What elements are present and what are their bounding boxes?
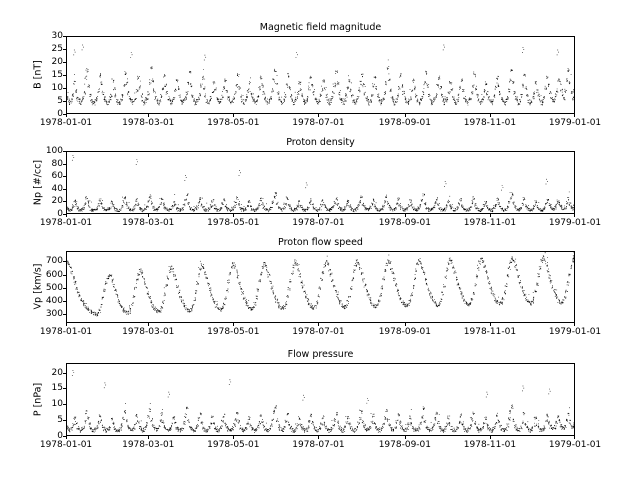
y-tick-mark bbox=[63, 275, 66, 276]
x-tick-mark bbox=[66, 214, 67, 217]
y-tick-label: 700 bbox=[45, 256, 63, 267]
y-tick-mark bbox=[63, 373, 66, 374]
x-tick-mark bbox=[574, 436, 575, 439]
x-tick-label: 1979-01-01 bbox=[548, 440, 602, 450]
plot-area bbox=[66, 36, 575, 114]
y-tick-label: 5 bbox=[57, 415, 63, 426]
scatter-series bbox=[67, 252, 574, 322]
x-tick-mark bbox=[405, 436, 406, 439]
x-tick-mark bbox=[233, 436, 234, 439]
x-tick-label: 1978-11-01 bbox=[463, 440, 517, 450]
panel-title: Proton flow speed bbox=[278, 237, 363, 248]
x-tick-label: 1978-01-01 bbox=[39, 327, 93, 337]
y-tick-mark bbox=[63, 164, 66, 165]
y-tick-label: 25 bbox=[51, 44, 63, 54]
scatter-series bbox=[67, 37, 574, 113]
x-tick-label: 1978-05-01 bbox=[207, 440, 260, 450]
y-tick-label: 0 bbox=[57, 209, 63, 219]
y-tick-label: 80 bbox=[51, 158, 63, 169]
x-tick-mark bbox=[574, 214, 575, 217]
scatter-series bbox=[67, 364, 574, 435]
x-tick-mark bbox=[490, 214, 491, 217]
x-tick-label: 1978-01-01 bbox=[39, 118, 93, 128]
y-tick-mark bbox=[63, 261, 66, 262]
y-tick-mark bbox=[63, 201, 66, 202]
y-tick-mark bbox=[63, 288, 66, 289]
x-tick-mark bbox=[66, 114, 67, 117]
y-axis-label: Vp [km/s] bbox=[32, 263, 44, 310]
x-tick-mark bbox=[318, 214, 319, 217]
x-tick-mark bbox=[318, 323, 319, 326]
y-tick-mark bbox=[63, 62, 66, 63]
y-tick-label: 400 bbox=[45, 295, 63, 306]
y-tick-mark bbox=[63, 49, 66, 50]
y-axis-label: Np [#/cc] bbox=[32, 159, 44, 205]
chart-panel-3 bbox=[32, 237, 602, 337]
x-tick-mark bbox=[233, 214, 234, 217]
y-tick-label: 600 bbox=[45, 269, 63, 280]
y-axis-label: P [nPa] bbox=[32, 382, 44, 416]
x-tick-mark bbox=[490, 323, 491, 326]
y-tick-mark bbox=[63, 151, 66, 152]
x-tick-mark bbox=[148, 436, 149, 439]
x-tick-label: 1978-03-01 bbox=[122, 118, 175, 128]
x-tick-label: 1978-07-01 bbox=[292, 327, 345, 337]
x-tick-mark bbox=[148, 323, 149, 326]
chart-panel-4 bbox=[32, 349, 602, 450]
y-tick-label: 300 bbox=[45, 308, 63, 319]
y-tick-label: 20 bbox=[51, 196, 63, 207]
x-tick-mark bbox=[233, 114, 234, 117]
y-tick-label: 10 bbox=[51, 399, 63, 410]
x-tick-label: 1978-11-01 bbox=[463, 218, 517, 228]
x-tick-mark bbox=[574, 323, 575, 326]
y-tick-mark bbox=[63, 189, 66, 190]
y-tick-label: 15 bbox=[51, 383, 63, 394]
y-tick-label: 40 bbox=[51, 183, 63, 194]
x-tick-mark bbox=[405, 214, 406, 217]
y-tick-mark bbox=[63, 75, 66, 76]
x-tick-label: 1978-05-01 bbox=[207, 218, 260, 228]
plot-area bbox=[66, 251, 575, 323]
x-tick-label: 1978-09-01 bbox=[378, 218, 432, 228]
y-tick-mark bbox=[63, 301, 66, 302]
x-tick-mark bbox=[148, 114, 149, 117]
x-tick-label: 1978-03-01 bbox=[122, 440, 175, 450]
x-tick-label: 1978-09-01 bbox=[378, 440, 432, 450]
y-tick-label: 100 bbox=[45, 146, 63, 156]
plot-area bbox=[66, 363, 575, 436]
x-tick-label: 1978-07-01 bbox=[292, 118, 345, 128]
scatter-series bbox=[67, 152, 574, 213]
y-tick-label: 15 bbox=[51, 70, 63, 80]
x-tick-mark bbox=[490, 114, 491, 117]
y-tick-label: 20 bbox=[51, 57, 63, 67]
x-tick-mark bbox=[490, 436, 491, 439]
x-tick-label: 1978-01-01 bbox=[39, 440, 93, 450]
y-tick-label: 5 bbox=[57, 96, 63, 106]
y-tick-mark bbox=[63, 314, 66, 315]
y-tick-label: 20 bbox=[51, 367, 63, 378]
x-tick-label: 1978-01-01 bbox=[39, 218, 93, 228]
panel-title: Flow pressure bbox=[287, 349, 354, 360]
x-tick-label: 1978-03-01 bbox=[122, 218, 175, 228]
chart-panel-2 bbox=[32, 137, 602, 228]
x-tick-label: 1978-11-01 bbox=[463, 118, 517, 128]
x-tick-label: 1978-07-01 bbox=[292, 440, 345, 450]
y-tick-mark bbox=[63, 420, 66, 421]
x-tick-mark bbox=[574, 114, 575, 117]
y-tick-label: 60 bbox=[51, 171, 63, 182]
x-tick-mark bbox=[405, 114, 406, 117]
x-tick-label: 1979-01-01 bbox=[548, 218, 602, 228]
x-tick-mark bbox=[66, 323, 67, 326]
x-tick-label: 1978-07-01 bbox=[292, 218, 345, 228]
x-tick-mark bbox=[405, 323, 406, 326]
x-tick-label: 1978-03-01 bbox=[122, 327, 175, 337]
y-tick-mark bbox=[63, 101, 66, 102]
panel-title: Proton density bbox=[286, 137, 355, 148]
y-tick-label: 30 bbox=[51, 31, 63, 41]
y-tick-mark bbox=[63, 404, 66, 405]
x-tick-label: 1979-01-01 bbox=[548, 118, 602, 128]
y-tick-label: 0 bbox=[57, 431, 63, 441]
chart-panel-1 bbox=[32, 22, 602, 128]
x-tick-mark bbox=[148, 214, 149, 217]
y-tick-mark bbox=[63, 88, 66, 89]
y-tick-label: 0 bbox=[57, 109, 63, 119]
y-axis-label: B [nT] bbox=[32, 60, 44, 89]
x-tick-label: 1978-09-01 bbox=[378, 327, 432, 337]
x-tick-label: 1979-01-01 bbox=[548, 327, 602, 337]
x-tick-label: 1978-05-01 bbox=[207, 118, 260, 128]
x-tick-label: 1978-11-01 bbox=[463, 327, 517, 337]
x-tick-mark bbox=[233, 323, 234, 326]
x-tick-mark bbox=[318, 114, 319, 117]
x-tick-label: 1978-09-01 bbox=[378, 118, 432, 128]
y-tick-mark bbox=[63, 388, 66, 389]
x-tick-mark bbox=[66, 436, 67, 439]
plot-area bbox=[66, 151, 575, 214]
y-tick-label: 10 bbox=[51, 83, 63, 93]
x-tick-mark bbox=[318, 436, 319, 439]
y-tick-mark bbox=[63, 36, 66, 37]
panel-title: Magnetic field magnitude bbox=[259, 22, 382, 33]
x-tick-label: 1978-05-01 bbox=[207, 327, 260, 337]
y-tick-label: 500 bbox=[45, 282, 63, 293]
y-tick-mark bbox=[63, 176, 66, 177]
